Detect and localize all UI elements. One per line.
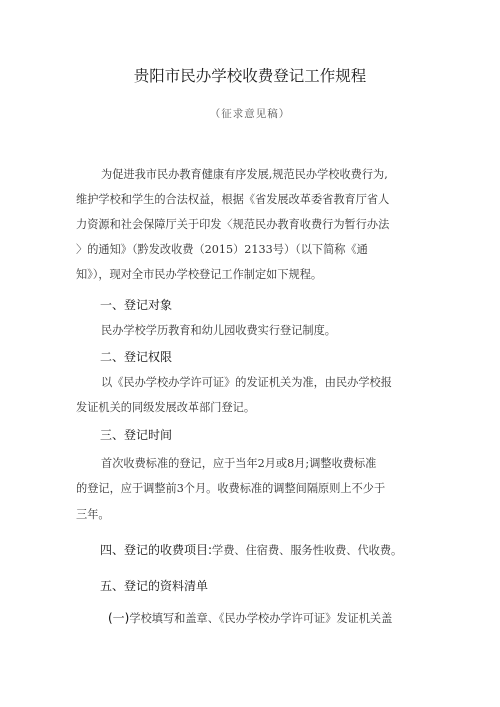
section-text: 首次收费标准的登记，应于当年2月或8月;调整收费标准 bbox=[101, 457, 377, 470]
section-heading: 三、登记时间 bbox=[100, 428, 173, 442]
section-text: 发证机关的同级发展改革部门登记。 bbox=[76, 401, 256, 414]
document-subtitle: （征求意见稿） bbox=[209, 108, 291, 120]
section-text: 以《民办学校办学许可证》的发证机关为准，由民办学校报 bbox=[101, 376, 392, 389]
subsection-number: (一) bbox=[108, 611, 130, 625]
section-heading: 一、登记对象 bbox=[100, 298, 173, 312]
section-heading: 五、登记的资料清单 bbox=[100, 579, 209, 593]
section-heading: 四、登记的收费项目: bbox=[100, 543, 213, 557]
intro-line: 知》），现对全市民办学校登记工作制定如下规程。 bbox=[76, 268, 323, 281]
intro-line: 力资源和社会保障厅关于印发〈规范民办教育收费行为暂行办法 bbox=[76, 218, 390, 231]
section-inline-text: 学费、住宿费、服务性收费、代收费。 bbox=[212, 544, 403, 557]
section-text: 的登记，应于调整前3个月。收费标准的调整间隔原则上不少于 bbox=[76, 482, 386, 495]
intro-line: 为促进我市民办教育健康有序发展,规范民办学校收费行为, bbox=[101, 168, 388, 181]
subsection-text: 学校填写和盖章、《民办学校办学许可证》发证机关盖 bbox=[129, 612, 393, 625]
section-text: 三年。 bbox=[76, 508, 110, 521]
section-heading-inline bbox=[100, 541, 402, 558]
section-heading: 二、登记权限 bbox=[100, 350, 173, 364]
subsection-line bbox=[108, 609, 392, 626]
intro-line: 〉的通知》（黔发改收费（2015）2133号）（以下简称《通 bbox=[76, 243, 368, 256]
document-title: 贵阳市民办学校收费登记工作规程 bbox=[133, 67, 367, 85]
section-text: 民办学校学历教育和幼儿园收费实行登记制度。 bbox=[101, 324, 336, 337]
intro-line: 维护学校和学生的合法权益，根据《省发展改革委省教育厅省人 bbox=[76, 193, 390, 206]
